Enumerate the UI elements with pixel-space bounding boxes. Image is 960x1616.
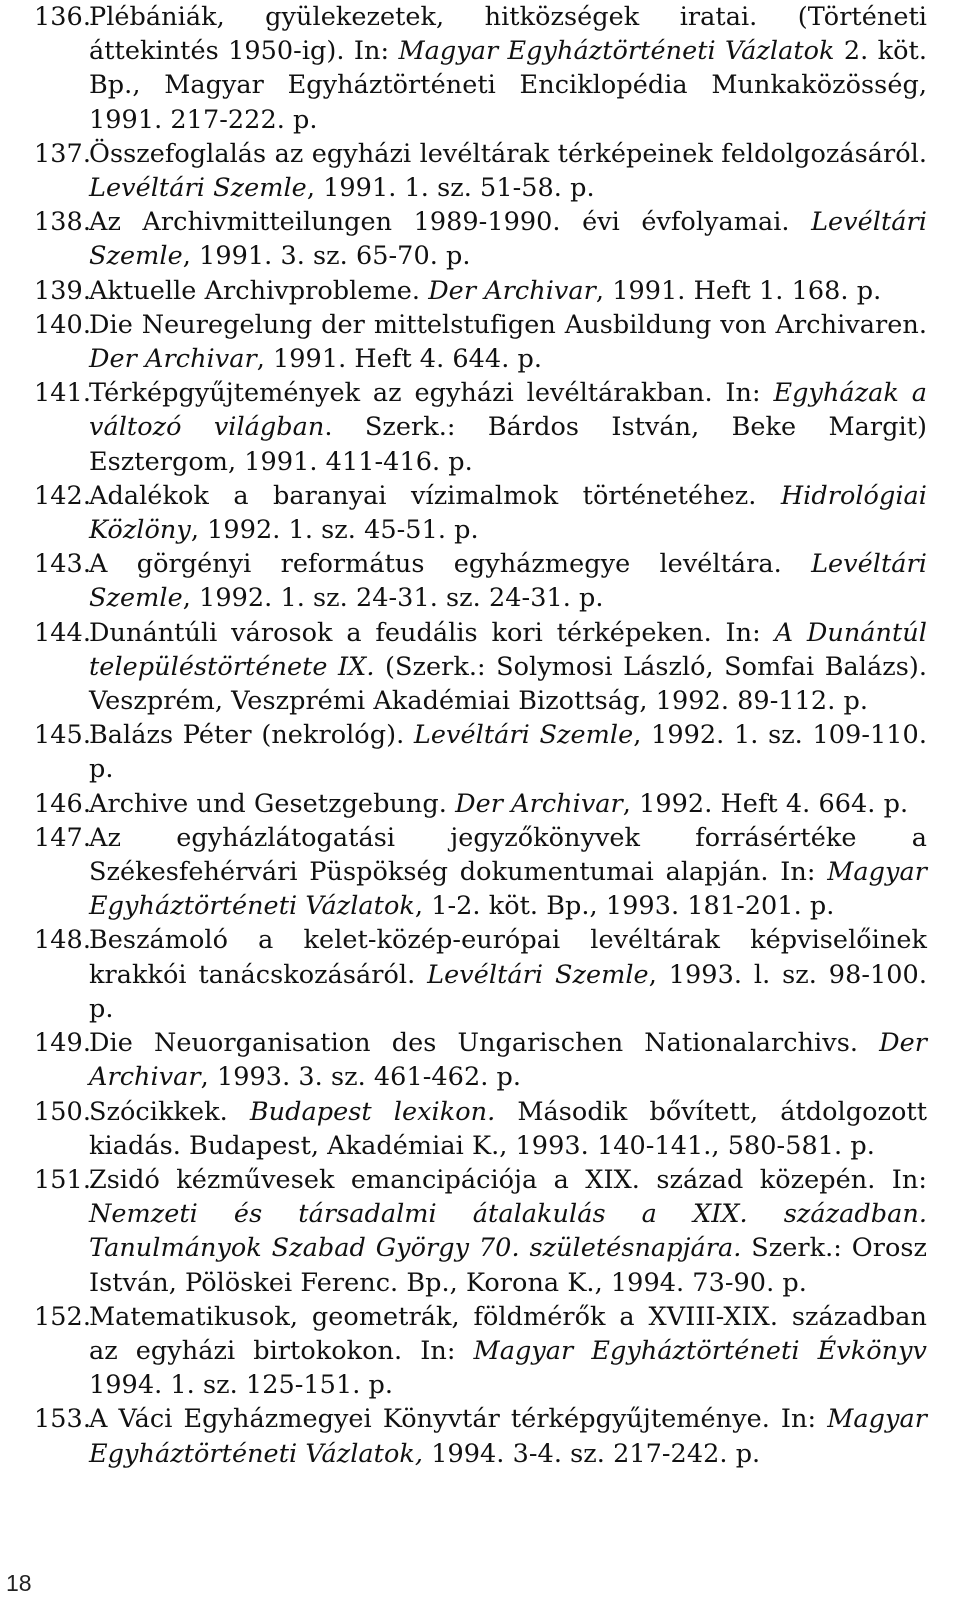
entry-text: Zsidó kézművesek emancipációja a XIX. század közepén. In: bbox=[89, 1164, 927, 1195]
entry-title-italic: Der Archivar bbox=[455, 788, 623, 819]
page-number: 18 bbox=[6, 1570, 32, 1596]
entry-text: Térképgyűjtemények az egyházi levéltárakban. In: bbox=[89, 378, 774, 409]
entry-text: Beszámoló a kelet-közép-európai levéltárak képviselőinek krakkói tanácskozásáról. bbox=[89, 925, 927, 990]
entry-text: , 1991. 3. sz. 65-70. p. bbox=[182, 241, 471, 272]
entry-number: 148. bbox=[34, 925, 91, 956]
entry-title-italic: Nemzeti és társadalmi átalakulás a XIX. században. Tanulmányok Szabad György 70. születésnapjára. bbox=[89, 1199, 927, 1264]
bibliography-entry bbox=[34, 1026, 927, 1094]
entry-text: Aktuelle Archivprobleme. bbox=[89, 275, 429, 306]
entry-text: Szerk.: Orosz István, Pölöskei Ferenc. Bp., Korona K., 1994. 73-90. p. bbox=[89, 1233, 927, 1298]
entry-text: Die Neuorganisation des Ungarischen Nationalarchivs. bbox=[89, 1028, 880, 1059]
entry-text: , 1992. Heft 4. 664. p. bbox=[622, 788, 909, 819]
entry-title-italic: Levéltári Szemle bbox=[413, 720, 634, 751]
entry-text: Die Neuregelung der mittelstufigen Ausbildung von Archivaren. bbox=[89, 309, 927, 340]
entry-number: 141. bbox=[34, 378, 91, 409]
entry-text: 1994. 1. sz. 125-151. p. bbox=[89, 1370, 394, 1401]
entry-number: 137. bbox=[34, 138, 91, 169]
entry-title-italic: Magyar Egyháztörténeti Vázlatok bbox=[398, 36, 835, 67]
entry-title-italic: Levéltári Szemle bbox=[89, 207, 927, 272]
entry-number: 153. bbox=[34, 1404, 91, 1435]
entry-number: 143. bbox=[34, 549, 91, 580]
entry-title-italic: Budapest lexikon. bbox=[249, 1096, 496, 1127]
entry-number: 146. bbox=[34, 788, 91, 819]
entry-number: 139. bbox=[34, 275, 91, 306]
bibliography-entry bbox=[34, 718, 927, 786]
entry-text: Matematikusok, geometrák, földmérők a XVIII-XIX. században az egyházi birtokokon. In: bbox=[89, 1301, 927, 1366]
entry-text: , 1991. Heft 4. 644. p. bbox=[256, 344, 543, 375]
entry-text: , 1993. l. sz. 98-100. p. bbox=[89, 959, 927, 1024]
bibliography-entry bbox=[34, 1095, 927, 1163]
bibliography-entry bbox=[34, 923, 927, 1026]
entry-text: , 1993. 3. sz. 461-462. p. bbox=[200, 1062, 522, 1093]
entry-text: Balázs Péter (nekrológ). bbox=[89, 720, 414, 751]
bibliography-entry bbox=[34, 376, 927, 479]
bibliography-entry bbox=[34, 1300, 927, 1403]
bibliography-entry bbox=[34, 547, 927, 615]
entry-number: 149. bbox=[34, 1028, 91, 1059]
entry-number: 140. bbox=[34, 309, 91, 340]
entry-title-italic: Levéltári Szemle bbox=[427, 959, 649, 990]
entry-title-italic: A Dunántúl településtörténete IX. bbox=[89, 617, 927, 682]
entry-title-italic: Hidrológiai Közlöny bbox=[89, 480, 927, 546]
bibliography-entry bbox=[34, 308, 927, 376]
bibliography-entry bbox=[34, 0, 927, 137]
bibliography-entry bbox=[34, 205, 927, 273]
bibliography-entry bbox=[34, 616, 927, 719]
entry-text: Az egyházlátogatási jegyzőkönyvek forrásértéke a Székesfehérvári Püspökség dokumentumai alapján. In: bbox=[89, 822, 927, 888]
entry-number: 150. bbox=[34, 1096, 91, 1127]
entry-text: , 1-2. köt. Bp., 1993. 181-201. p. bbox=[414, 891, 835, 922]
entry-text: , 1992. 1. sz. 45-51. p. bbox=[190, 515, 479, 546]
entry-text: Összefoglalás az egyházi levéltárak térképeinek feldolgozásáról. bbox=[89, 138, 927, 169]
entry-title-italic: Magyar Egyháztörténeti Vázlatok bbox=[89, 857, 927, 922]
entry-text: . Szerk.: Bárdos István, Beke Margit) Esztergom, 1991. 411-416. p. bbox=[89, 412, 927, 477]
entry-number: 147. bbox=[34, 822, 91, 853]
entry-number: 152. bbox=[34, 1301, 91, 1332]
entry-text: , 1992. 1. sz. 24-31. sz. 24-31. p. bbox=[182, 583, 604, 614]
entry-title-italic: Levéltári Szemle bbox=[89, 549, 927, 614]
entry-title-italic: Egyházak a változó világban bbox=[89, 378, 927, 443]
entry-text: Dunántúli városok a feudális kori térképeken. In: bbox=[89, 617, 775, 648]
entry-text: A Váci Egyházmegyei Könyvtár térképgyűjteménye. In: bbox=[89, 1404, 828, 1435]
entry-title-italic: Der Archivar bbox=[89, 344, 257, 375]
entry-text: Adalékok a baranyai vízimalmok történetéhez. bbox=[89, 480, 781, 511]
entry-number: 144. bbox=[34, 617, 91, 648]
entry-text: Szócikkek. bbox=[89, 1096, 250, 1127]
entry-text: (Szerk.: Solymosi László, Somfai Balázs). Veszprém, Veszprémi Akadémiai Bizottság, 1992. 89-112. p. bbox=[89, 651, 927, 717]
entry-text: 1994. 3-4. sz. 217-242. p. bbox=[423, 1438, 761, 1469]
entry-number: 142. bbox=[34, 480, 91, 511]
bibliography-entry bbox=[34, 821, 927, 924]
entry-text: Második bővített, átdolgozott kiadás. Budapest, Akadémiai K., 1993. 140-141., 580-581. p. bbox=[89, 1096, 928, 1161]
entry-number: 136. bbox=[34, 2, 91, 32]
entry-title-italic: Magyar Egyháztörténeti Vázlatok, bbox=[89, 1404, 927, 1469]
bibliography-entry bbox=[34, 274, 927, 308]
entry-title-italic: Der Archivar bbox=[89, 1028, 927, 1093]
entry-title-italic: Magyar Egyháztörténeti Évkönyv bbox=[473, 1335, 927, 1366]
entry-text: Plébániák, gyülekezetek, hitközségek iratai. (Történeti áttekintés 1950-ig). In: bbox=[89, 2, 927, 67]
entry-text: A görgényi református egyházmegye levéltára. bbox=[89, 549, 812, 580]
bibliography-entry bbox=[34, 787, 927, 821]
entry-number: 151. bbox=[34, 1164, 91, 1195]
entry-title-italic: Der Archivar bbox=[428, 275, 596, 306]
entry-text: Az Archivmitteilungen 1989-1990. évi évfolyamai. bbox=[89, 207, 812, 238]
entry-title-italic: Levéltári Szemle bbox=[89, 173, 307, 204]
entry-text: 2. köt. Bp., Magyar Egyháztörténeti Enciklopédia Munkaközösség, 1991. 217-222. p. bbox=[89, 36, 927, 135]
bibliography-entry bbox=[34, 1402, 927, 1470]
bibliography-list bbox=[34, 0, 927, 1471]
bibliography-entry bbox=[34, 1163, 927, 1300]
bibliography-entry bbox=[34, 137, 927, 205]
entry-number: 145. bbox=[34, 720, 91, 751]
entry-text: , 1991. Heft 1. 168. p. bbox=[595, 275, 882, 306]
entry-number: 138. bbox=[34, 207, 91, 238]
entry-text: , 1991. 1. sz. 51-58. p. bbox=[306, 173, 595, 204]
entry-text: , 1992. 1. sz. 109-110. p. bbox=[89, 720, 927, 785]
bibliography-entry bbox=[34, 479, 927, 547]
entry-text: Archive und Gesetzgebung. bbox=[89, 788, 456, 819]
